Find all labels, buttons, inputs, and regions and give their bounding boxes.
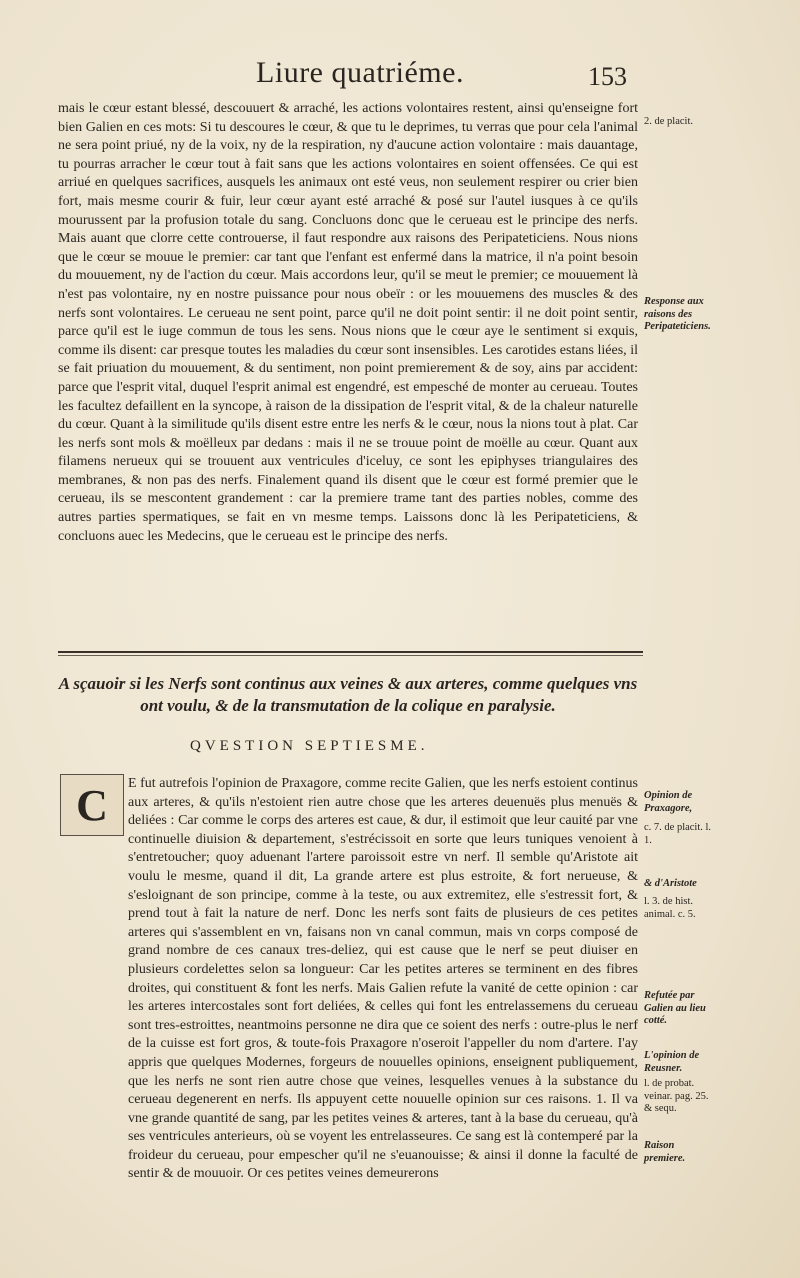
- margin-note-placit-ref: c. 7. de placit. l. 1.: [644, 822, 712, 846]
- paragraph-text: E fut autrefois l'opinion de Praxagore, comme recite Galien, que les nerfs estoient continus aux arteres, & qu'ils n'estoient rien autre chose que les arteres deuenuës plus menuës & deliées : Car comme le corps des arteres est caue, & dur, il estimoit que leur cauité par vne continuelle diuision & departement, s'estrécissoit en sorte que leurs tuniques venoient à s'entretoucher; quoy aduenant l'artere paroissoit estre vn nerf. Il semble qu'Aristote ait voulu le mesme, quand il dit, La grande artere est plus estroite, & fort nerueuse, & s'esloignant de son principe, comme à la teste, ou aux extremitez, elle s'estressit fort, & prend tout à fait la nature de nerf. Donc les nerfs sont faits de plusieurs de ces petites arteres qui s'assemblent en vn, faisans non vn canal commun, mais vn corps composé de grand nombre de ces canaux tres-deliez, qui est cause que le nerf se peut diuiser en plusieurs cordelettes selon sa longueur: Car les petites arteres se terminent en des fibres droites, qui constituent & font les nerfs. Mais Galien refute la vanité de cette opinion : car les arteres intercostales sont fort deliées, & celles qui font les entrelassemens du cerueau sont tres-estroittes, neantmoins personne ne dira que ce soient des nerfs : outre-plus le nerf de la cuisse est fort gros, & toute-fois Praxagore n'oseroit l'appeller du nom d'artere. I'ay appris que quelques Modernes, forgeurs de nouuelles opinions, enseignent publiquement, que les nerfs ne sont rien autre chose que veines, lesquelles venues à la substance du cerueau degenerent en nerfs. Ils appuyent cette nouuelle opinion sur ces raisons. 1. Il va vne grande quantité de sang, par les petites veines & arteres, tant à la base du cerueau, qu'à ses ventricules anterieurs, où se voyent les entrelasseures. Ce sang est là contemperé par la froideur du cerueau, pour empescher qu'il ne s'euanouisse; & ainsi il donne la faculté de sentir & de mouuoir. Or ces petites veines demeurerons: [128, 776, 638, 1182]
- page-number: 153: [588, 62, 627, 91]
- margin-note-raison: Raison premiere.: [644, 1140, 686, 1164]
- margin-note-aristote: & d'Aristote: [644, 878, 697, 889]
- body-text-bottom: [58, 775, 638, 1184]
- drop-cap-letter: C: [76, 780, 108, 830]
- body-text-top: [58, 100, 638, 546]
- margin-note-praxagore: Opinion de Praxagore,: [644, 790, 693, 814]
- margin-note-placit: 2. de placit.: [644, 116, 693, 127]
- margin-note-refutee: Refutée par Galien au lieu cotté.: [644, 990, 706, 1026]
- question-heading: QVESTION SEPTIESME.: [190, 738, 429, 754]
- margin-note-reusner: L'opinion de Reusner.: [644, 1050, 700, 1074]
- section-rule-thin: [58, 655, 643, 656]
- section-title: A sçauoir si les Nerfs sont continus aux veines & aux arteres, comme quelques vns ont voulu, & de la transmutation de la colique en paralysie.: [58, 674, 638, 715]
- margin-note-hist-animal: l. 3. de hist. animal. c. 5.: [644, 896, 696, 920]
- margin-note-response: Response aux raisons des Peripateticiens.: [644, 296, 711, 332]
- paragraph-question-seven: [58, 775, 638, 1184]
- paragraph-continuation: mais le cœur estant blessé, descouuert & arraché, les actions volontaires restent, ainsi qu'enseigne fort bien Galien en ces mots: Si tu descoures le cœur, & que tu le deprimes, tu verras que pour cela l'animal ne sera point priué, ny de la voix, ny de la respiration, ny d'aucune action volontaire : mais dauantage, tu pourras arracher le cœur tout à fait sans que les actions volontaires en soient offensées. Ce qui est arriué en quelques sacrifices, ausquels les animaux ont esté veus, non seulement respirer ou crier bien fort, mais mesme courir & fuir, leur cœur ayant esté arraché & posé sur l'autel iusques à ce qu'ils mourussent par la profusion totale du sang. Concluons donc que le cerueau est le principe des nerfs. Mais auant que clorre cette controuerse, il faut respondre aux raisons des Peripateticiens. Nous nions que le cœur se mouue le premier: car tant que l'enfant est enfermé dans la matrice, il n'a point besoin du mouuement, ny de l'action du cœur. Mais accordons leur, qu'il se meut le premier; ce mouuement là n'est pas volontaire, ny en nostre puissance pour nous obeïr : or les mouuemens des muscles & des nerfs sont volontaires. Le cerueau ne sent point, parce qu'il ne doit point sentir: il ne doit point sentir, parce qu'il est le iuge commun de tous les sens. Nous nions que le cœur aye le sentiment si exquis, comme ils disent: car presque toutes les maladies du cœur sont insensibles. Les carotides estans liées, il se fait priuation du mouuement, & du sentiment, non point premierement & de soy, ains par accident: parce que l'esprit vital, duquel l'esprit animal est engendré, est empesché de monter au cerueau. Toutes les facultez defaillent en la syncope, à raison de la dissipation de l'esprit vital, & de la chaleur naturelle du cœur. Quant à la similitude qu'ils disent estre entre les nerfs & le cœur, nous la nions tout à plat. Car les nerfs sont mols & moëlleux par dedans : mais il ne se trouue point de moëlle au cœur. Quant aux filamens nerueux qui se trouuent aux ventricules d'iceluy, ce sont les epiphyses triangulaires des membranes, & non pas des nerfs. Finalement quand ils disent que le cœur est formé premier que le cerueau, ils se mescontent grandement : car la premiere trame tant des parties nobles, comme des autres parties spermatiques, se fait en vn mesme temps. Laissons donc là les Peripateticiens, & concluons auec les Medecins, que le cerueau est le principe des nerfs.: [58, 101, 638, 544]
- margin-note-probat: l. de probat. veinar. pag. 25. & sequ.: [644, 1078, 709, 1114]
- running-title: Liure quatriéme.: [256, 56, 464, 89]
- section-rule: [58, 651, 643, 653]
